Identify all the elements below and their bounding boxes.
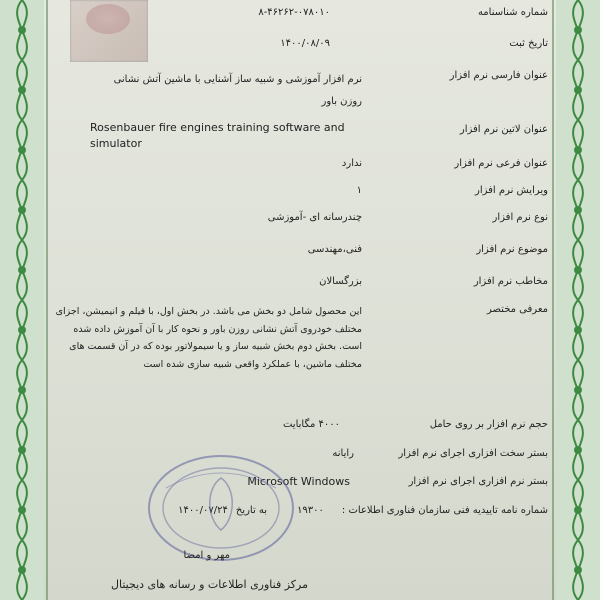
size-value: ۴۰۰۰ مگابایت (282, 419, 340, 430)
issuer-line (52, 578, 548, 591)
row-id-number (52, 6, 548, 20)
latin-title-value: Rosenbauer fire engines training software and simulator (90, 121, 345, 150)
summary-value: این محصول شامل دو بخش می باشد. در بخش اول، با فیلم و انیمیشن، اجزای مختلف خودروی آتش نشانی روزن باور و نحوه کار با آن آموزش داده شده است. بخش دوم بخش شبیه ساز و یا سیمولاتور بوده که در آن قسمت های مختلف ماشین، با عملکرد واقعی شبیه سازی شده است (55, 306, 362, 370)
approval-date-prefix: به تاریخ (235, 505, 268, 516)
software-label: بستر نرم افزاری اجرای نرم افزار (408, 476, 548, 487)
hardware-value: رایانه (332, 448, 354, 459)
hardware-label: بستر سخت افزاری اجرای نرم افزار (398, 448, 548, 459)
row-size (52, 418, 548, 432)
left-ornamental-border (0, 0, 44, 600)
version-label: ویرایش نرم افزار (475, 185, 548, 196)
row-summary (52, 303, 548, 373)
id-number-label: شماره شناسنامه (477, 7, 548, 18)
row-sub-title (52, 157, 548, 171)
summary-label: معرفی مختصر (486, 304, 548, 315)
registration-date-label: تاریخ ثبت (509, 38, 548, 49)
sub-title-label: عنوان فرعی نرم افزار (454, 158, 548, 169)
persian-title-label: عنوان فارسی نرم افزار (449, 70, 548, 81)
latin-title-label: عنوان لاتین نرم افزار (459, 124, 548, 135)
row-type (52, 211, 548, 225)
right-ornamental-border (556, 0, 600, 600)
seal-label-line (52, 550, 548, 561)
sub-title-value: ندارد (341, 158, 362, 169)
type-label: نوع نرم افزار (492, 212, 548, 223)
id-number-value: ۸-۴۶۲۶۲-۰۷۸۰۱۰ (258, 7, 330, 18)
row-persian-title (52, 69, 548, 113)
approval-date: ۱۴۰۰/۰۷/۲۴ (178, 505, 228, 516)
issuer-name: مرکز فناوری اطلاعات و رسانه های دیجیتال (110, 578, 308, 591)
registration-date-value: ۱۴۰۰/۰۸/۰۹ (280, 38, 330, 49)
row-audience (52, 275, 548, 289)
audience-value: بزرگسالان (319, 276, 362, 287)
official-seal-stamp (136, 448, 306, 566)
row-registration-date (52, 37, 548, 51)
row-version (52, 184, 548, 198)
approval-number: ۱۹۳۰۰ (297, 505, 324, 516)
subject-label: موضوع نرم افزار (476, 244, 548, 255)
subject-value: فنی،مهندسی (307, 244, 362, 255)
persian-title-value: نرم افزار آموزشی و شبیه ساز آشنایی با ماشین آتش نشانی روزن باور (113, 74, 362, 107)
row-latin-title (52, 120, 548, 152)
size-label: حجم نرم افزار بر روی حامل (429, 419, 548, 430)
audience-label: مخاطب نرم افزار (473, 276, 548, 287)
type-value: چندرسانه ای -آموزشی (267, 212, 362, 223)
approval-label: شماره نامه تاییدیه فنی سازمان فناوری اطلاعات : (341, 505, 548, 516)
row-subject (52, 243, 548, 257)
seal-label: مهر و امضا (183, 550, 230, 561)
software-value: Microsoft Windows (247, 475, 350, 488)
version-value: ۱ (356, 185, 362, 196)
